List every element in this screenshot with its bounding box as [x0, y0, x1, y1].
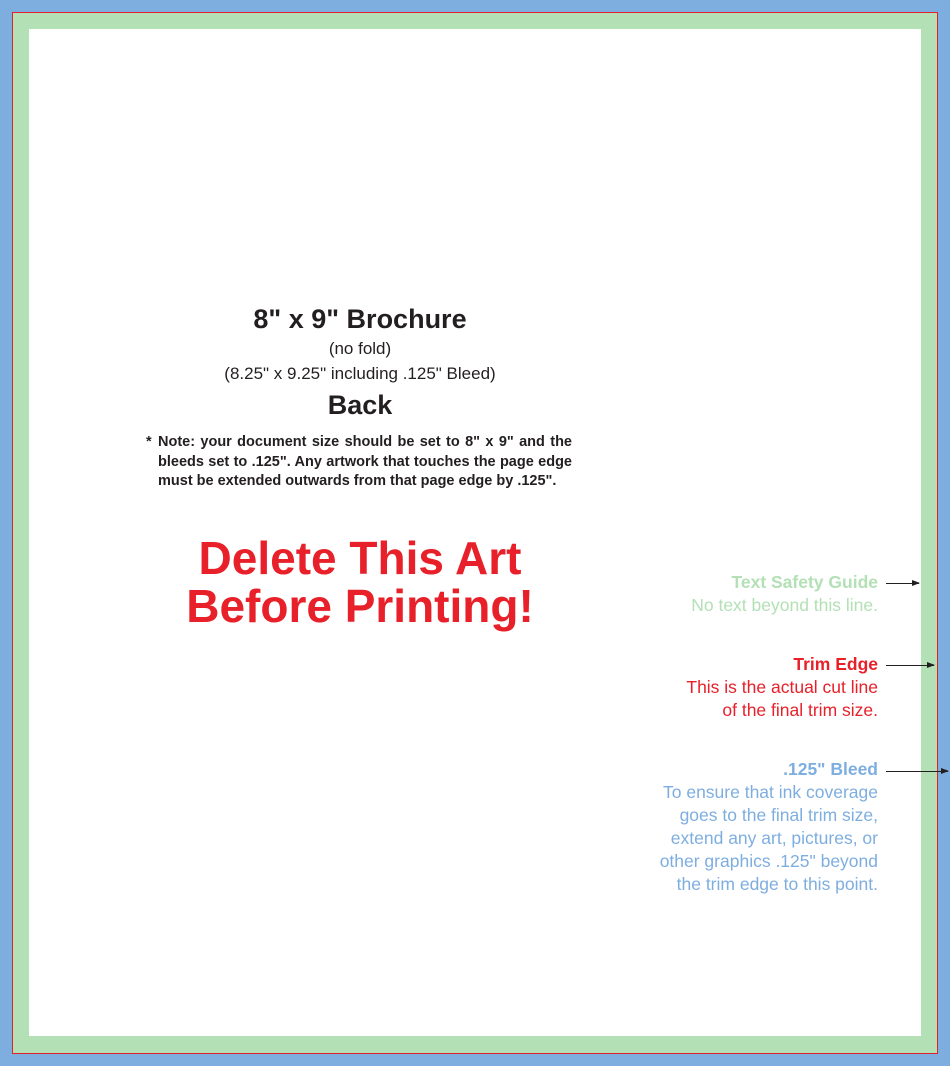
legend-text-safety-line: No text beyond this line.	[691, 595, 878, 615]
warning-line-2: Before Printing!	[186, 580, 534, 632]
document-note	[146, 433, 572, 492]
legend-bleed	[660, 758, 878, 896]
legend-bleed-line: extend any art, pictures, or	[670, 828, 878, 848]
size-label: (8.25" x 9.25" including .125" Bleed)	[224, 364, 496, 383]
note-asterisk: *	[146, 434, 152, 450]
legend-bleed-line: To ensure that ink coverage	[663, 782, 878, 802]
side-label: Back	[327, 390, 393, 420]
legend-bleed-line: other graphics .125" beyond	[659, 851, 878, 871]
legend-bleed-line: the trim edge to this point.	[676, 874, 878, 894]
legend-bleed-title: .125" Bleed	[783, 759, 878, 779]
delete-warning	[140, 534, 580, 630]
legend-trim-edge-line: This is the actual cut line	[686, 677, 878, 697]
note-text: Note: your document size should be set to 8" x 9" and the bleeds set to .125". Any artwork that touches the page edge must be extended outwards from that page edge by .125".	[158, 434, 572, 489]
legend-trim-edge	[686, 653, 878, 722]
bleed-arrow-icon	[886, 771, 948, 772]
legend-trim-edge-line: of the final trim size.	[722, 700, 878, 720]
fold-label: (no fold)	[328, 339, 392, 358]
trim-edge-arrow-icon	[886, 665, 934, 666]
text-safety-arrow-icon	[886, 583, 919, 584]
page-title: 8" x 9" Brochure	[253, 304, 467, 334]
legend-trim-edge-title: Trim Edge	[793, 654, 878, 674]
legend-text-safety	[691, 571, 878, 617]
legend-text-safety-title: Text Safety Guide	[731, 572, 878, 592]
warning-line-1: Delete This Art	[198, 532, 522, 584]
legend-bleed-line: goes to the final trim size,	[679, 805, 878, 825]
